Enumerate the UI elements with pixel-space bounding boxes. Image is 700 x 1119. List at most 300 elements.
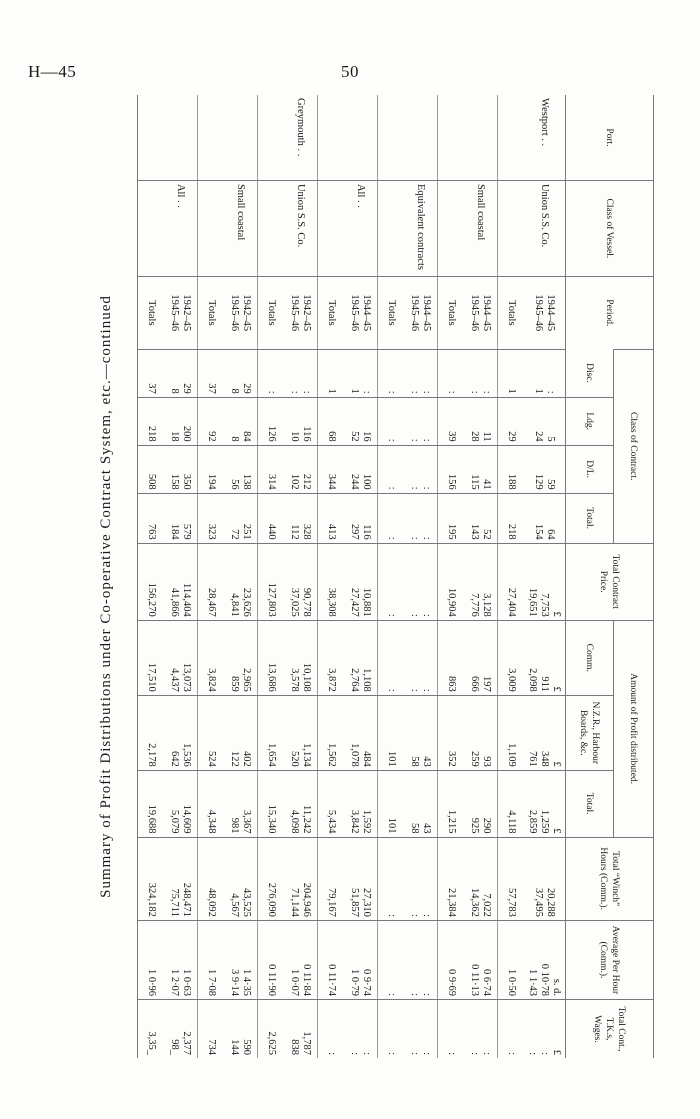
nzr-cell: 352 (438, 695, 464, 770)
period-value: 1945–46 (169, 294, 181, 332)
price-value: 4,841 (229, 593, 241, 617)
comm-value: 666 (469, 676, 481, 692)
price-value: 114,404 (181, 582, 193, 617)
amt-value: 5,079 (169, 809, 181, 834)
hours-value: 248,471 (181, 882, 193, 917)
dl-cell (164, 445, 198, 493)
avg-value: : (409, 993, 421, 997)
disc-cell: 1 (498, 349, 524, 397)
nzr-cell (284, 695, 318, 770)
total-cell: : (378, 493, 404, 543)
port-cell (164, 95, 198, 180)
vessel-class-cell (498, 180, 524, 276)
price-value: 7,753 (539, 593, 551, 617)
pound-unit: £ (551, 686, 563, 692)
cont-cell: : (438, 1000, 464, 1058)
nzr-cell (464, 695, 498, 770)
period-value: 1944–45 (421, 294, 433, 332)
total-value: : (409, 536, 421, 540)
disc-cell (164, 349, 198, 397)
comm-value: 197 (481, 676, 493, 692)
avg-cell: 1 7·08 (198, 920, 224, 999)
nzr-cell (224, 695, 258, 770)
vessel-class-cell: Equivalent contracts (404, 180, 438, 276)
avg-value: : (421, 993, 433, 997)
avg-cell (224, 920, 258, 999)
port-cell (224, 95, 258, 180)
total-cell (164, 493, 198, 543)
period-value: 1942–45 (181, 294, 193, 332)
comm-value: 2,764 (349, 668, 361, 692)
ldg-cell: 39 (438, 397, 464, 445)
ldg-cell: 218 (138, 397, 164, 445)
table-row (404, 95, 438, 1058)
nzr-cell (344, 695, 378, 770)
total-cell (224, 493, 258, 543)
comm-cell: 3,009 (498, 620, 524, 695)
nzr-cell: 101 (378, 695, 404, 770)
total-value: 297 (349, 523, 361, 540)
period-cell (464, 276, 498, 349)
port-cell: Greymouth . . (284, 95, 318, 180)
ldg-value: 5 (545, 436, 557, 442)
cont-value: : (361, 1052, 373, 1055)
port-cell (138, 95, 164, 180)
col-average-per-hour: Average Per Hour (Comm.). (566, 920, 654, 999)
totals-row (378, 95, 404, 1058)
hours-cell: : (378, 837, 404, 920)
cont-value: 838 (289, 1039, 301, 1055)
price-cell (164, 543, 198, 620)
col-amount-total: Total. (566, 770, 614, 837)
cont-value: : (469, 1052, 481, 1055)
table-row (284, 95, 318, 1058)
dl-value: 102 (289, 473, 301, 490)
col-contract-total: Total. (566, 493, 614, 543)
cont-value: : (349, 1052, 361, 1055)
dl-cell: 188 (498, 445, 524, 493)
amt-cell (524, 770, 566, 837)
sd-unit: s. d. (551, 978, 563, 997)
cont-cell (344, 1000, 378, 1058)
col-total-contract-price: Total Contract Price. (566, 543, 654, 620)
dl-cell (404, 445, 438, 493)
comm-cell: 3,872 (318, 620, 344, 695)
total-cell (464, 493, 498, 543)
comm-cell: 863 (438, 620, 464, 695)
hours-cell (344, 837, 378, 920)
ldg-value: 11 (481, 431, 493, 442)
avg-value: 0 9·74 (361, 968, 373, 997)
nzr-value: 43 (421, 756, 433, 767)
period-cell: Totals (378, 276, 404, 349)
period-value: 1944–45 (545, 294, 557, 332)
ldg-cell: : (378, 397, 404, 445)
amt-cell (344, 770, 378, 837)
amt-cell: 1,215 (438, 770, 464, 837)
amt-value: 1,259 (539, 809, 551, 834)
disc-value: : (481, 390, 493, 394)
price-cell (404, 543, 438, 620)
dl-value: : (421, 486, 433, 490)
hours-cell (284, 837, 318, 920)
ldg-cell (164, 397, 198, 445)
vessel-class-cell: Union S.S. Co. (524, 180, 566, 276)
ldg-value: : (409, 438, 421, 442)
nzr-value: 58 (409, 756, 421, 767)
dl-cell: 314 (258, 445, 284, 493)
table-row (524, 95, 566, 1058)
dl-value: : (409, 486, 421, 490)
nzr-cell (164, 695, 198, 770)
price-cell (524, 543, 566, 620)
avg-cell: 1 0·50 (498, 920, 524, 999)
table-row (164, 95, 198, 1058)
hours-value: : (409, 913, 421, 917)
disc-cell (344, 349, 378, 397)
port-cell (498, 95, 524, 180)
dl-cell (224, 445, 258, 493)
avg-value: 0 10·78 (539, 963, 551, 997)
totals-row (198, 95, 224, 1058)
disc-value: 29 (181, 383, 193, 394)
avg-value: 1 0·63 (181, 968, 193, 997)
period-value: 1942–45 (301, 294, 313, 332)
amt-value: 3,842 (349, 809, 361, 834)
col-amount-profit: Amount of Profit distributed. (614, 620, 654, 837)
period-cell: Totals (198, 276, 224, 349)
amt-cell: 15,340 (258, 770, 284, 837)
comm-cell (404, 620, 438, 695)
table-row (464, 95, 498, 1058)
nzr-cell: 524 (198, 695, 224, 770)
vessel-class-cell (258, 180, 284, 276)
ldg-value: 10 (289, 431, 301, 442)
ldg-value: 18 (169, 431, 181, 442)
total-value: 112 (289, 524, 301, 540)
avg-value: 1 0·07 (289, 968, 301, 997)
total-value: 251 (241, 523, 253, 540)
nzr-value: 122 (229, 751, 241, 767)
cont-cell: 3,35_ (138, 1000, 164, 1058)
cont-value: 144 (229, 1039, 241, 1055)
hours-value: 4,567 (229, 893, 241, 917)
nzr-value: 520 (289, 751, 301, 767)
total-cell: 763 (138, 493, 164, 543)
dl-value: 244 (349, 473, 361, 490)
col-winch-hours: Total “Winch” Hours (Comm.). (566, 837, 654, 920)
amt-value: 981 (229, 817, 241, 834)
hours-value: 37,495 (533, 888, 545, 917)
nzr-value: 93 (481, 756, 493, 767)
comm-value: 10,108 (301, 662, 313, 692)
nzr-cell: 1,654 (258, 695, 284, 770)
disc-cell (464, 349, 498, 397)
disc-cell: 1 (318, 349, 344, 397)
total-value: 154 (533, 523, 545, 540)
comm-cell (284, 620, 318, 695)
hours-value: 75,711 (169, 888, 181, 917)
total-cell: 195 (438, 493, 464, 543)
avg-cell: 0 9·69 (438, 920, 464, 999)
port-cell (404, 95, 438, 180)
cont-cell: : (378, 1000, 404, 1058)
amt-value: 2,859 (527, 809, 539, 834)
total-value: 52 (481, 529, 493, 540)
vessel-class-cell: Small coastal (464, 180, 498, 276)
comm-cell (164, 620, 198, 695)
price-cell (344, 543, 378, 620)
comm-value: 3,578 (289, 668, 301, 692)
total-cell (344, 493, 378, 543)
hours-cell (524, 837, 566, 920)
nzr-value: 402 (241, 751, 253, 767)
period-cell (524, 276, 566, 349)
port-cell (438, 95, 464, 180)
port-cell: Westport . . (524, 95, 566, 180)
period-cell (164, 276, 198, 349)
disc-value: : (421, 390, 433, 394)
disc-value: : (289, 390, 301, 394)
dl-cell: 156 (438, 445, 464, 493)
nzr-value: 761 (527, 751, 539, 767)
cont-value: : (527, 1052, 539, 1055)
port-cell (344, 95, 378, 180)
totals-row (438, 95, 464, 1058)
avg-cell (164, 920, 198, 999)
ldg-value: 24 (533, 431, 545, 442)
nzr-value: 642 (169, 751, 181, 767)
amt-cell: 5,434 (318, 770, 344, 837)
avg-value: 0 11·84 (301, 964, 313, 997)
price-value: 10,881 (361, 587, 373, 617)
col-comm: Comm. (566, 620, 614, 695)
disc-cell: : (258, 349, 284, 397)
comm-cell (464, 620, 498, 695)
hours-cell (224, 837, 258, 920)
col-port: Port. (566, 95, 654, 180)
totals-row (498, 95, 524, 1058)
avg-cell (344, 920, 378, 999)
summary-table (137, 95, 654, 1058)
disc-cell: 37 (198, 349, 224, 397)
dl-cell: 194 (198, 445, 224, 493)
disc-value: : (545, 390, 557, 394)
total-cell: 440 (258, 493, 284, 543)
cont-cell: : (498, 1000, 524, 1058)
hours-cell: 324,182 (138, 837, 164, 920)
hours-value: 71,144 (289, 888, 301, 917)
hours-cell: 57,783 (498, 837, 524, 920)
dl-value: 158 (169, 473, 181, 490)
comm-value: 2,098 (527, 668, 539, 692)
avg-cell: 0 11·90 (258, 920, 284, 999)
disc-value: 8 (229, 388, 241, 394)
period-cell: Totals (438, 276, 464, 349)
hours-cell: 276,090 (258, 837, 284, 920)
price-cell: 28,467 (198, 543, 224, 620)
price-cell: 127,803 (258, 543, 284, 620)
nzr-cell: 1,562 (318, 695, 344, 770)
period-value: 1944–45 (481, 294, 493, 332)
avg-value: 1 0·79 (349, 968, 361, 997)
ldg-value: 16 (361, 431, 373, 442)
avg-cell (284, 920, 318, 999)
comm-value: 13,073 (181, 662, 193, 692)
dl-value: 100 (361, 473, 373, 490)
port-cell (464, 95, 498, 180)
dl-value: 115 (469, 474, 481, 490)
avg-value: 0 11·13 (469, 964, 481, 997)
hours-value: 7,022 (481, 893, 493, 917)
ldg-cell: 126 (258, 397, 284, 445)
disc-cell: 37 (138, 349, 164, 397)
nzr-value: 484 (361, 751, 373, 767)
period-cell (224, 276, 258, 349)
col-nzr: N.Z.R., Harbour Boards, &c. (566, 695, 614, 770)
ldg-cell: 29 (498, 397, 524, 445)
col-class-of-contract: Class of Contract. (614, 349, 654, 543)
period-value: 1944–45 (361, 294, 373, 332)
total-cell: 413 (318, 493, 344, 543)
comm-value: : (421, 688, 433, 692)
avg-cell: 0 11·74 (318, 920, 344, 999)
comm-value: 4,437 (169, 668, 181, 692)
dl-cell (284, 445, 318, 493)
comm-cell (524, 620, 566, 695)
ldg-value: 84 (241, 431, 253, 442)
page-number: 50 (341, 62, 359, 81)
amt-cell (284, 770, 318, 837)
totals-row (318, 95, 344, 1058)
avg-cell (464, 920, 498, 999)
amt-cell (404, 770, 438, 837)
comm-cell: : (378, 620, 404, 695)
dl-cell (464, 445, 498, 493)
avg-cell (404, 920, 438, 999)
cont-cell: : (318, 1000, 344, 1058)
ldg-cell (524, 397, 566, 445)
ldg-value: 200 (181, 425, 193, 442)
hours-value: 14,362 (469, 888, 481, 917)
hours-value: 20,288 (545, 888, 557, 917)
col-dl: D/L. (566, 445, 614, 493)
port-cell (258, 95, 284, 180)
period-value: 1945–46 (533, 294, 545, 332)
disc-cell: : (378, 349, 404, 397)
cont-value: 98_ (169, 1039, 181, 1055)
cont-value: 590 (241, 1039, 253, 1055)
nzr-value: 1,536 (181, 743, 193, 767)
total-cell: 323 (198, 493, 224, 543)
cont-value: : (421, 1052, 433, 1055)
vessel-class-cell (138, 180, 164, 276)
dl-value: 56 (229, 479, 241, 490)
period-cell: Totals (498, 276, 524, 349)
period-cell: Totals (318, 276, 344, 349)
total-cell (284, 493, 318, 543)
disc-cell (224, 349, 258, 397)
avg-value: 1 1·43 (527, 968, 539, 997)
avg-value: 1 2·07 (169, 968, 181, 997)
ldg-value: 116 (301, 426, 313, 442)
price-cell (464, 543, 498, 620)
hours-value: 51,857 (349, 888, 361, 917)
period-cell (344, 276, 378, 349)
disc-cell: : (438, 349, 464, 397)
price-value: 37,025 (289, 587, 301, 617)
dl-value: 41 (481, 479, 493, 490)
disc-value: : (409, 390, 421, 394)
total-cell (524, 493, 566, 543)
col-total-cont: Total Cont., T.K.s, Wages. (566, 1000, 654, 1058)
hours-value: : (421, 913, 433, 917)
avg-value: 1 4·35 (241, 968, 253, 997)
amt-value: 3,367 (241, 809, 253, 834)
comm-cell: 17,510 (138, 620, 164, 695)
table-title-text: Summary of Profit Distributions under Co-operative Contract System, etc.—continued (97, 294, 114, 898)
total-value: 64 (545, 529, 557, 540)
amt-value: 290 (481, 817, 493, 834)
period-value: 1942–45 (241, 294, 253, 332)
col-period: Period. (566, 276, 654, 349)
cont-value: : (481, 1052, 493, 1055)
nzr-value: 1,134 (301, 743, 313, 767)
totals-row (258, 95, 284, 1058)
price-cell (284, 543, 318, 620)
cont-cell (404, 1000, 438, 1058)
price-value: 7,776 (469, 593, 481, 617)
amt-value: 58 (409, 823, 421, 834)
vessel-class-cell: All . . (344, 180, 378, 276)
ldg-cell: 92 (198, 397, 224, 445)
hours-value: 43,525 (241, 888, 253, 917)
price-cell: 27,404 (498, 543, 524, 620)
hours-value: 27,310 (361, 888, 373, 917)
dl-cell (524, 445, 566, 493)
col-disc: Disc. (566, 349, 614, 397)
hours-cell (404, 837, 438, 920)
nzr-value: 348 (539, 751, 551, 767)
ldg-cell (344, 397, 378, 445)
dl-cell: : (378, 445, 404, 493)
comm-cell: 13,686 (258, 620, 284, 695)
amt-value: 925 (469, 817, 481, 834)
vessel-class-cell (438, 180, 464, 276)
ldg-value: : (421, 438, 433, 442)
comm-value: 859 (229, 676, 241, 692)
cont-cell (164, 1000, 198, 1058)
vessel-class-cell: Union S.S. Co. (284, 180, 318, 276)
page-header-code: H—45 (28, 62, 77, 81)
total-value: : (421, 536, 433, 540)
vessel-class-cell (378, 180, 404, 276)
vessel-class-cell: All . . (164, 180, 198, 276)
hours-cell: 21,384 (438, 837, 464, 920)
total-value: 184 (169, 523, 181, 540)
total-value: 328 (301, 523, 313, 540)
dl-cell: 508 (138, 445, 164, 493)
comm-cell (224, 620, 258, 695)
period-value: 1945–46 (289, 294, 301, 332)
pound-unit: £ (551, 761, 563, 767)
disc-cell (284, 349, 318, 397)
hours-cell (464, 837, 498, 920)
avg-cell: : (378, 920, 404, 999)
dl-cell: 344 (318, 445, 344, 493)
total-cell: 218 (498, 493, 524, 543)
period-cell: Totals (258, 276, 284, 349)
